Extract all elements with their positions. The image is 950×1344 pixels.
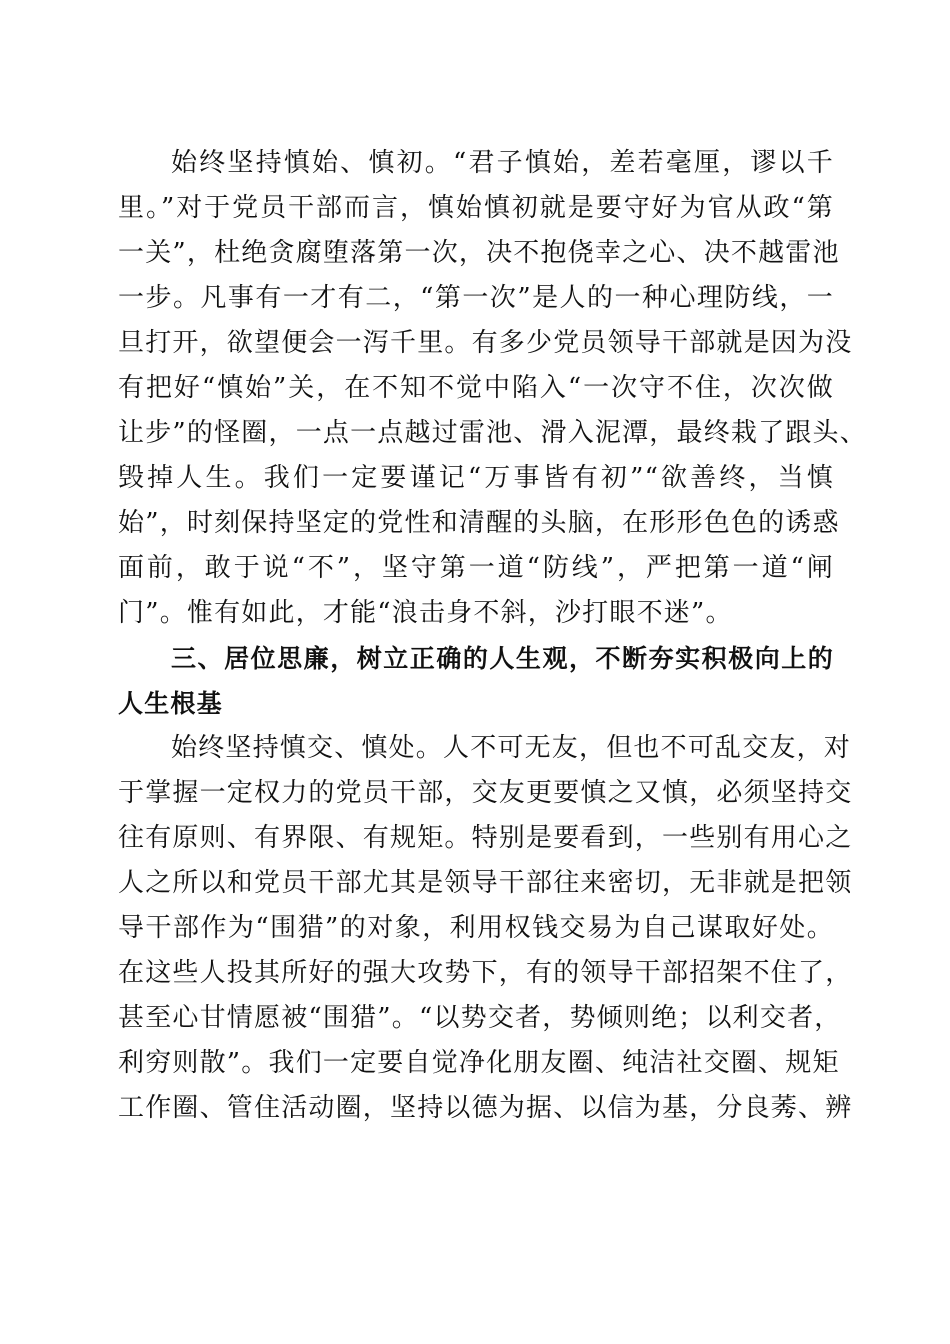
text-line: 有把好“慎始”关，在不知不觉中陷入“一次守不住，次次做	[118, 373, 834, 403]
paragraph-caution-friends	[118, 726, 853, 1131]
text-line: 始终坚持慎交、慎处。人不可无友，但也不可乱交友，对	[171, 733, 852, 763]
text-line: 往有原则、有界限、有规矩。特别是要看到，一些别有用心之	[118, 823, 853, 853]
heading-line: 人生根基	[118, 689, 223, 718]
section-heading	[118, 636, 834, 726]
heading-line: 三、居位思廉，树立正确的人生观，不断夯实积极向上的	[171, 644, 834, 673]
paragraph-caution-beginning	[118, 141, 867, 636]
text-line: 工作圈、管住活动圈，坚持以德为据、以信为基，分良莠、辨	[118, 1093, 853, 1123]
document-body	[118, 141, 867, 1131]
text-line: 让步”的怪圈，一点一点越过雷池、滑入泥潭，最终栽了跟头、	[118, 418, 867, 448]
text-line: 于掌握一定权力的党员干部，交友更要慎之又慎，必须坚持交	[118, 778, 853, 808]
text-line: 旦打开，欲望便会一泻千里。有多少党员领导干部就是因为没	[118, 328, 853, 358]
text-line: 始”，时刻保持坚定的党性和清醒的头脑，在形形色色的诱惑	[118, 508, 840, 538]
text-line: 面前，敢于说“不”，坚守第一道“防线”，严把第一道“闸	[118, 553, 834, 583]
text-line: 导干部作为“围猎”的对象，利用权钱交易为自己谋取好处。	[118, 913, 834, 943]
text-line: 里。”对于党员干部而言，慎始慎初就是要守好为官从政“第	[118, 193, 834, 223]
text-line: 一关”，杜绝贪腐堕落第一次，决不抱侥幸之心、决不越雷池	[118, 238, 840, 268]
text-line: 门”。惟有如此，才能“浪击身不斜，沙打眼不迷”。	[118, 598, 733, 628]
text-line: 毁掉人生。我们一定要谨记“万事皆有初”“欲善终，当慎	[118, 463, 834, 493]
text-line: 始终坚持慎始、慎初。“君子慎始，差若毫厘，谬以千	[171, 148, 834, 178]
text-line: 在这些人投其所好的强大攻势下，有的领导干部招架不住了，	[118, 958, 853, 988]
text-line: 一步。凡事有一才有二，“第一次”是人的一种心理防线，一	[118, 283, 834, 313]
text-line: 甚至心甘情愿被“围猎”。“以势交者，势倾则绝；以利交者，	[118, 1003, 842, 1033]
text-line: 利穷则散”。我们一定要自觉净化朋友圈、纯洁社交圈、规矩	[118, 1048, 840, 1078]
text-line: 人之所以和党员干部尤其是领导干部往来密切，无非就是把领	[118, 868, 853, 898]
